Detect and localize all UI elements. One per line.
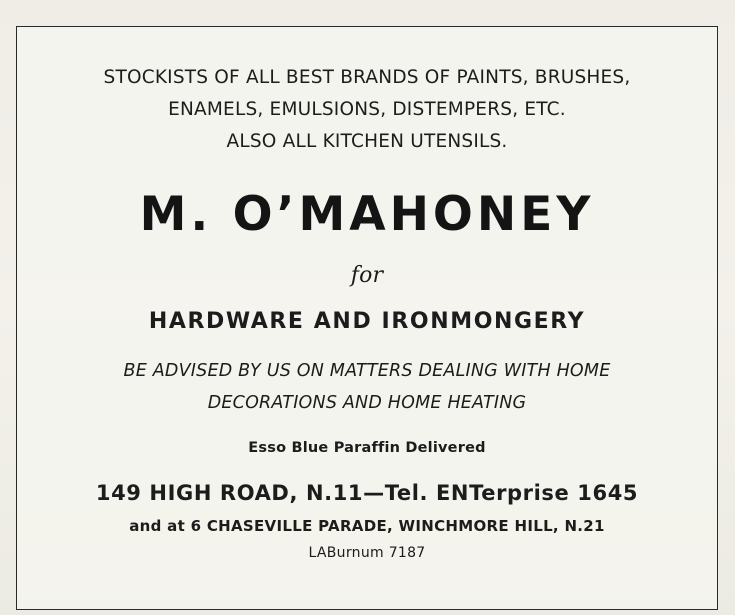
advice-line-2: DECORATIONS AND HOME HEATING (207, 393, 527, 413)
connector-text: for (350, 263, 384, 288)
branch-phone: LABurnum 7187 (308, 545, 426, 561)
stockists-line-3: ALSO ALL KITCHEN UTENSILS. (226, 131, 508, 152)
branch-address: and at 6 CHASEVILLE PARADE, WINCHMORE HILL, N.21 (129, 517, 605, 535)
trade-heading: HARDWARE AND IRONMONGERY (148, 309, 586, 334)
business-name: M. O’MAHONEY (139, 187, 595, 242)
advertisement-box (16, 26, 718, 610)
stockists-line-2: ENAMELS, EMULSIONS, DISTEMPERS, ETC. (168, 99, 566, 120)
advice-line-1: BE ADVISED BY US ON MATTERS DEALING WITH HOME (123, 361, 611, 381)
main-address: 149 HIGH ROAD, N.11—Tel. ENTerprise 1645 (95, 481, 639, 505)
stockists-line-1: STOCKISTS OF ALL BEST BRANDS OF PAINTS, BRUSHES, (103, 67, 631, 88)
paraffin-notice: Esso Blue Paraffin Delivered (248, 440, 486, 456)
